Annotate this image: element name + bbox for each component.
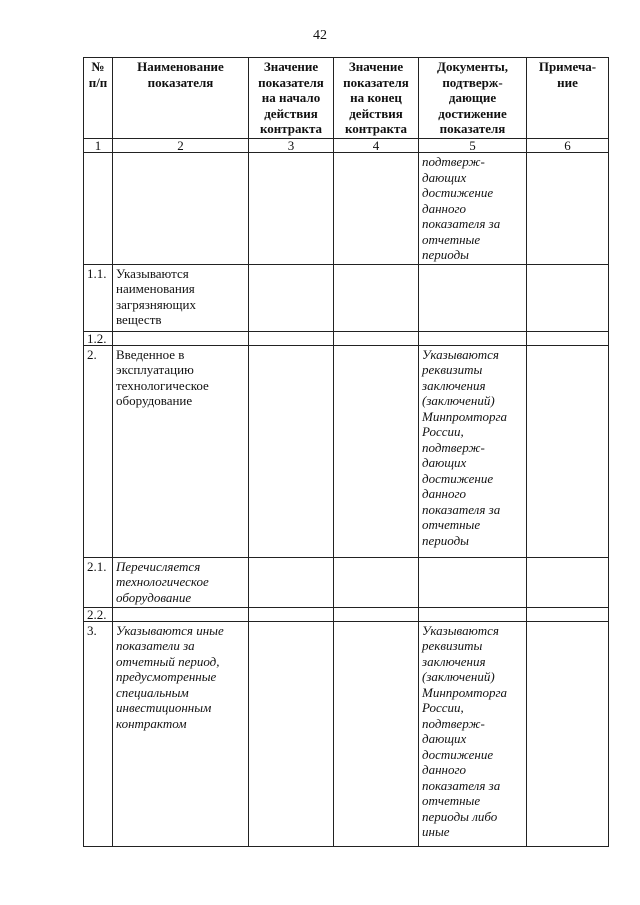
row-start-value <box>249 607 334 621</box>
table-row <box>84 264 609 331</box>
header-documents: Документы, подтверж- дающие достижение показателя <box>419 58 527 139</box>
row-note <box>527 557 609 607</box>
column-number-row <box>84 139 609 153</box>
row-number <box>84 153 113 265</box>
row-documents: Указываются реквизиты заключения (заключений) Минпромторга России, подтверж- дающих достижение данного показателя за отчетные периоды либо иные <box>419 621 527 846</box>
header-indicator-name: Наименование показателя <box>113 58 249 139</box>
row-documents: Указываются реквизиты заключения (заключений) Минпромторга России, подтверж- дающих достижение данного показателя за отчетные периоды <box>419 345 527 557</box>
header-note: Примеча- ние <box>527 58 609 139</box>
row-end-value <box>334 264 419 331</box>
header-end-value: Значение показателя на конец действия контракта <box>334 58 419 139</box>
table-row <box>84 331 609 345</box>
table-row <box>84 345 609 557</box>
row-note <box>527 607 609 621</box>
row-start-value <box>249 153 334 265</box>
table-row <box>84 621 609 846</box>
row-end-value <box>334 331 419 345</box>
page-number: 42 <box>313 28 327 43</box>
row-end-value <box>334 345 419 557</box>
row-number: 2.1. <box>84 557 113 607</box>
column-number: 5 <box>419 139 527 153</box>
row-note <box>527 621 609 846</box>
row-end-value <box>334 153 419 265</box>
column-number: 6 <box>527 139 609 153</box>
row-name <box>113 153 249 265</box>
header-number: № п/п <box>84 58 113 139</box>
table-row <box>84 153 609 265</box>
row-end-value <box>334 621 419 846</box>
row-name: Указываются наименования загрязняющих веществ <box>113 264 249 331</box>
row-name: Указываются иные показатели за отчетный период, предусмотренные специальным инвестиционным контрактом <box>113 621 249 846</box>
table-row <box>84 557 609 607</box>
row-number: 1.2. <box>84 331 113 345</box>
row-start-value <box>249 264 334 331</box>
row-note <box>527 153 609 265</box>
row-name <box>113 607 249 621</box>
row-start-value <box>249 557 334 607</box>
column-number: 3 <box>249 139 334 153</box>
row-documents <box>419 331 527 345</box>
row-number: 3. <box>84 621 113 846</box>
row-documents <box>419 557 527 607</box>
row-number: 2. <box>84 345 113 557</box>
row-documents <box>419 264 527 331</box>
row-name <box>113 331 249 345</box>
row-documents: подтверж- дающих достижение данного показателя за отчетные периоды <box>419 153 527 265</box>
table-row <box>84 607 609 621</box>
row-documents <box>419 607 527 621</box>
column-number: 4 <box>334 139 419 153</box>
row-number: 1.1. <box>84 264 113 331</box>
header-start-value: Значение показателя на начало действия контракта <box>249 58 334 139</box>
row-number: 2.2. <box>84 607 113 621</box>
row-name: Перечисляется технологическое оборудование <box>113 557 249 607</box>
row-start-value <box>249 331 334 345</box>
row-end-value <box>334 557 419 607</box>
row-note <box>527 345 609 557</box>
row-start-value <box>249 345 334 557</box>
row-name: Введенное в эксплуатацию технологическое оборудование <box>113 345 249 557</box>
row-note <box>527 331 609 345</box>
header-row <box>84 58 609 139</box>
column-number: 2 <box>113 139 249 153</box>
row-end-value <box>334 607 419 621</box>
indicators-table <box>83 57 609 847</box>
row-start-value <box>249 621 334 846</box>
column-number: 1 <box>84 139 113 153</box>
row-note <box>527 264 609 331</box>
